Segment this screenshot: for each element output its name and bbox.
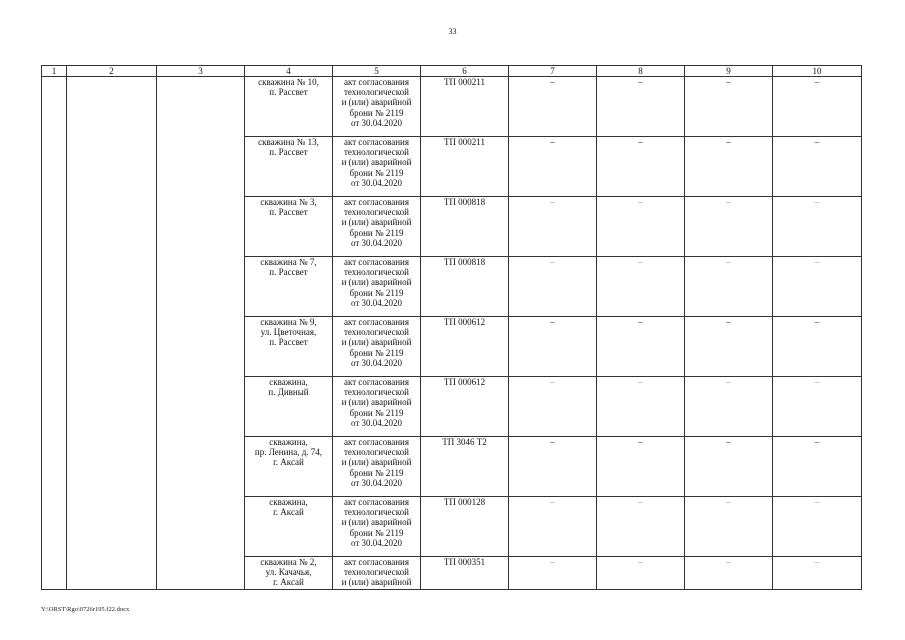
dash-cell: –	[685, 257, 773, 317]
empty-cell	[157, 317, 245, 377]
dash-cell: –	[509, 437, 597, 497]
dash-cell: –	[685, 437, 773, 497]
dash-cell: –	[773, 557, 862, 590]
empty-cell	[157, 377, 245, 437]
empty-cell	[157, 437, 245, 497]
dash-cell: –	[685, 497, 773, 557]
substation-cell: ТП 3046 Т2	[421, 437, 509, 497]
object-cell: скважина № 13, п. Рассвет	[245, 137, 333, 197]
object-cell: скважина № 9, ул. Цветочная, п. Рассвет	[245, 317, 333, 377]
column-header: 8	[597, 66, 685, 77]
document-cell: акт согласования технологической и (или) аварийной	[333, 557, 421, 590]
column-header: 9	[685, 66, 773, 77]
substation-cell: ТП 000818	[421, 197, 509, 257]
empty-cell	[157, 197, 245, 257]
table-row	[42, 197, 862, 257]
object-cell: скважина, г. Аксай	[245, 497, 333, 557]
column-header: 2	[67, 66, 157, 77]
dash-cell: –	[509, 377, 597, 437]
document-cell: акт согласования технологической и (или) аварийной брони № 2119 от 30.04.2020	[333, 137, 421, 197]
dash-cell: –	[685, 137, 773, 197]
document-cell: акт согласования технологической и (или) аварийной брони № 2119 от 30.04.2020	[333, 197, 421, 257]
dash-cell: –	[597, 557, 685, 590]
table-row	[42, 77, 862, 137]
column-header: 4	[245, 66, 333, 77]
table-row	[42, 437, 862, 497]
empty-cell	[67, 377, 157, 437]
dash-cell: –	[773, 497, 862, 557]
empty-cell	[157, 497, 245, 557]
dash-cell: –	[685, 377, 773, 437]
object-cell: скважина № 2, ул. Качачья, г. Аксай	[245, 557, 333, 590]
column-header: 6	[421, 66, 509, 77]
document-cell: акт согласования технологической и (или) аварийной брони № 2119 от 30.04.2020	[333, 377, 421, 437]
dash-cell: –	[597, 437, 685, 497]
column-header: 10	[773, 66, 862, 77]
table-row	[42, 557, 862, 590]
substation-cell: ТП 000612	[421, 377, 509, 437]
header-row	[42, 66, 862, 77]
dash-cell: –	[773, 377, 862, 437]
empty-cell	[67, 257, 157, 317]
object-cell: скважина № 7, п. Рассвет	[245, 257, 333, 317]
empty-cell	[42, 137, 67, 197]
column-header: 7	[509, 66, 597, 77]
table-row	[42, 377, 862, 437]
empty-cell	[67, 197, 157, 257]
object-cell: скважина № 10, п. Рассвет	[245, 77, 333, 137]
column-header: 3	[157, 66, 245, 77]
document-cell: акт согласования технологической и (или) аварийной брони № 2119 от 30.04.2020	[333, 497, 421, 557]
document-cell: акт согласования технологической и (или) аварийной брони № 2119 от 30.04.2020	[333, 77, 421, 137]
column-header: 5	[333, 66, 421, 77]
dash-cell: –	[685, 557, 773, 590]
dash-cell: –	[509, 197, 597, 257]
empty-cell	[42, 317, 67, 377]
dash-cell: –	[773, 137, 862, 197]
dash-cell: –	[509, 497, 597, 557]
dash-cell: –	[773, 437, 862, 497]
dash-cell: –	[597, 137, 685, 197]
dash-cell: –	[509, 77, 597, 137]
empty-cell	[42, 437, 67, 497]
dash-cell: –	[597, 77, 685, 137]
document-cell: акт согласования технологической и (или) аварийной брони № 2119 от 30.04.2020	[333, 437, 421, 497]
dash-cell: –	[509, 557, 597, 590]
empty-cell	[67, 557, 157, 590]
table-row	[42, 257, 862, 317]
empty-cell	[67, 497, 157, 557]
substation-cell: ТП 000351	[421, 557, 509, 590]
data-table	[41, 65, 862, 590]
substation-cell: ТП 000612	[421, 317, 509, 377]
empty-cell	[42, 377, 67, 437]
dash-cell: –	[685, 77, 773, 137]
dash-cell: –	[773, 77, 862, 137]
substation-cell: ТП 000128	[421, 497, 509, 557]
dash-cell: –	[597, 317, 685, 377]
substation-cell: ТП 000818	[421, 257, 509, 317]
empty-cell	[157, 557, 245, 590]
empty-cell	[42, 557, 67, 590]
table-row	[42, 137, 862, 197]
dash-cell: –	[773, 317, 862, 377]
dash-cell: –	[773, 197, 862, 257]
substation-cell: ТП 000211	[421, 137, 509, 197]
empty-cell	[157, 257, 245, 317]
object-cell: скважина № 3, п. Рассвет	[245, 197, 333, 257]
document-cell: акт согласования технологической и (или) аварийной брони № 2119 от 30.04.2020	[333, 257, 421, 317]
page-number: 33	[448, 27, 457, 36]
dash-cell: –	[597, 197, 685, 257]
empty-cell	[67, 137, 157, 197]
dash-cell: –	[773, 257, 862, 317]
dash-cell: –	[685, 197, 773, 257]
substation-cell: ТП 000211	[421, 77, 509, 137]
dash-cell: –	[509, 137, 597, 197]
empty-cell	[157, 77, 245, 137]
column-header: 1	[42, 66, 67, 77]
dash-cell: –	[685, 317, 773, 377]
dash-cell: –	[509, 257, 597, 317]
object-cell: скважина, пр. Ленина, д. 74, г. Аксай	[245, 437, 333, 497]
empty-cell	[157, 137, 245, 197]
empty-cell	[67, 77, 157, 137]
dash-cell: –	[509, 317, 597, 377]
empty-cell	[42, 77, 67, 137]
empty-cell	[67, 437, 157, 497]
footer-file-path: Y:\ORST\Rgo\0726r195.f22.docx	[41, 606, 130, 613]
table-row	[42, 497, 862, 557]
dash-cell: –	[597, 497, 685, 557]
empty-cell	[42, 257, 67, 317]
empty-cell	[42, 497, 67, 557]
object-cell: скважина, п. Дивный	[245, 377, 333, 437]
table-row	[42, 317, 862, 377]
dash-cell: –	[597, 377, 685, 437]
empty-cell	[67, 317, 157, 377]
empty-cell	[42, 197, 67, 257]
document-cell: акт согласования технологической и (или) аварийной брони № 2119 от 30.04.2020	[333, 317, 421, 377]
dash-cell: –	[597, 257, 685, 317]
